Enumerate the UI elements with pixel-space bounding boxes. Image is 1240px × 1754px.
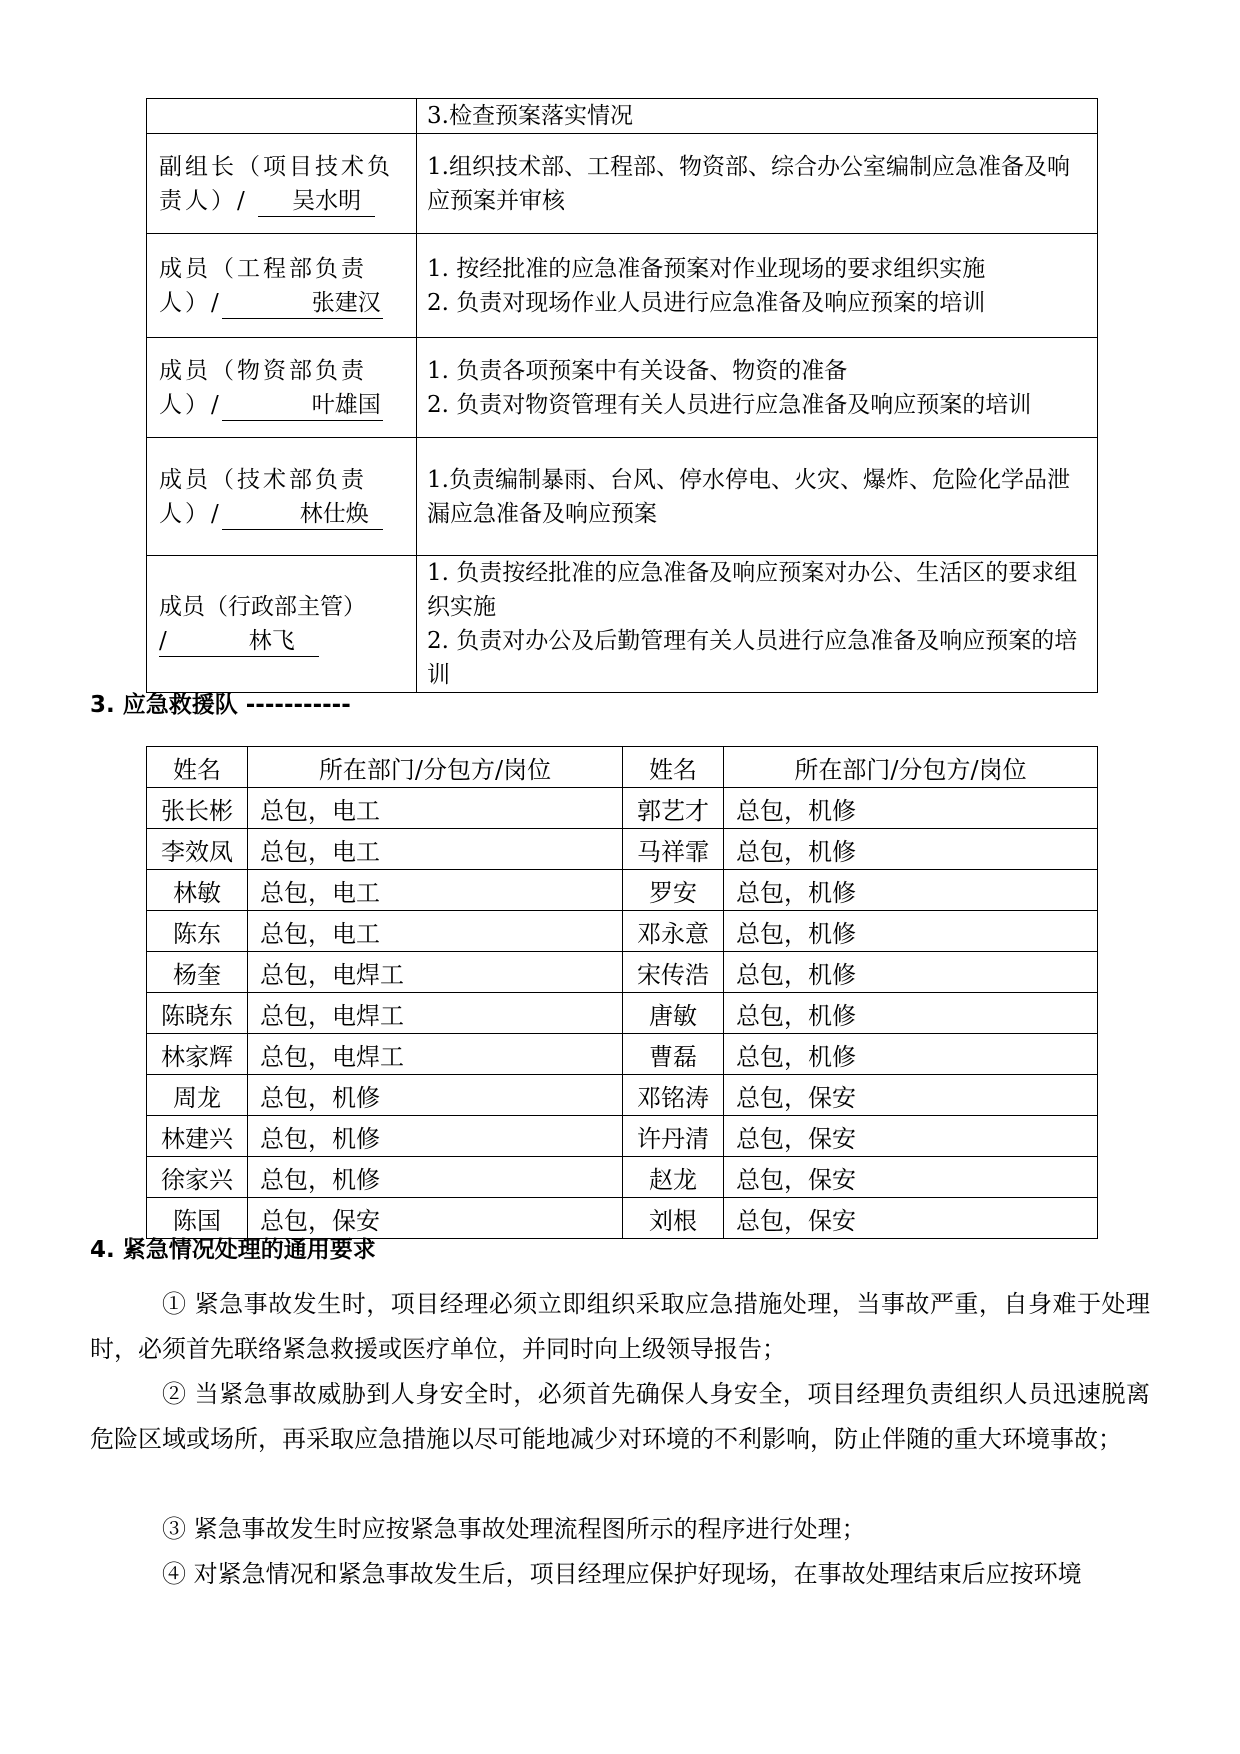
- section-heading: 4. 紧急情况处理的通用要求: [90, 1237, 376, 1263]
- rescue-team-table: [146, 746, 1098, 1239]
- table-row: [147, 438, 1098, 556]
- person-name-text: 林仕焕: [299, 500, 369, 527]
- member-name: 林家辉: [147, 1034, 248, 1075]
- role-cell: [147, 234, 417, 338]
- member-name: 林建兴: [147, 1116, 248, 1157]
- person-name: [222, 390, 383, 421]
- member-dept: 总包，机修: [724, 788, 1098, 829]
- member-name: 张长彬: [147, 788, 248, 829]
- member-dept: 总包，电工: [248, 911, 623, 952]
- member-dept: 总包，保安: [724, 1075, 1098, 1116]
- section-heading: 3. 应急救援队 -----------: [90, 692, 351, 718]
- member-dept: 总包，保安: [248, 1198, 623, 1239]
- member-dept: 总包，机修: [724, 829, 1098, 870]
- role-title: 成员（物资部负责人）/: [159, 357, 367, 418]
- member-dept: 总包，机修: [724, 952, 1098, 993]
- paragraph: ① 紧急事故发生时，项目经理必须立即组织采取应急措施处理，当事故严重，自身难于处理时，必须首先联络紧急救援或医疗单位，并同时向上级领导报告；: [90, 1290, 1150, 1363]
- header-cell: 所在部门/分包方/岗位: [248, 747, 623, 788]
- role-cell: [147, 338, 417, 438]
- table-header-row: [147, 747, 1098, 788]
- duty-line: 2. 负责对现场作业人员进行应急准备及响应预案的培训: [427, 289, 986, 316]
- table-row: [147, 993, 1098, 1034]
- duty-line: 1.负责编制暴雨、台风、停水停电、火灾、爆炸、危险化学品泄漏应急准备及响应预案: [427, 466, 1070, 527]
- table-row: [147, 338, 1098, 438]
- role-cell: [147, 99, 417, 134]
- member-name: 曹磊: [623, 1034, 724, 1075]
- person-name: [159, 626, 319, 657]
- duty-line: 1.组织技术部、工程部、物资部、综合办公室编制应急准备及响应预案并审核: [427, 153, 1070, 214]
- member-name: 林敏: [147, 870, 248, 911]
- member-dept: 总包，电工: [248, 788, 623, 829]
- table-row: [147, 952, 1098, 993]
- table-row: [147, 1157, 1098, 1198]
- table-row: [147, 99, 1098, 134]
- role-title: 成员（技术部负责人）/: [159, 466, 367, 527]
- role-title: 副组长（项目技术负责人）/: [159, 153, 393, 214]
- table-row: [147, 1034, 1098, 1075]
- member-name: 邓铭涛: [623, 1075, 724, 1116]
- duty-cell: [417, 134, 1098, 234]
- member-dept: 总包，电工: [248, 829, 623, 870]
- member-name: 许丹清: [623, 1116, 724, 1157]
- duty-line: 3.检查预案落实情况: [427, 103, 633, 129]
- header-cell: 姓名: [623, 747, 724, 788]
- member-name: 陈东: [147, 911, 248, 952]
- header-cell: 姓名: [147, 747, 248, 788]
- duty-line: 1. 负责各项预案中有关设备、物资的准备: [427, 357, 848, 384]
- table-row: [147, 234, 1098, 338]
- person-name: [222, 499, 383, 530]
- person-name: [258, 186, 375, 217]
- table-row: [147, 1075, 1098, 1116]
- member-dept: 总包，机修: [724, 870, 1098, 911]
- member-name: 马祥霏: [623, 829, 724, 870]
- paragraph: ③ 紧急事故发生时应按紧急事故处理流程图所示的程序进行处理；: [162, 1515, 866, 1543]
- member-name: 周龙: [147, 1075, 248, 1116]
- table-row: [147, 1116, 1098, 1157]
- person-name: [222, 288, 383, 319]
- table-row: [147, 134, 1098, 234]
- member-dept: 总包，电工: [248, 870, 623, 911]
- paragraph: ④ 对紧急情况和紧急事故发生后，项目经理应保护好现场，在事故处理结束后应按环境: [162, 1560, 1082, 1588]
- duty-line: 1. 按经批准的应急准备预案对作业现场的要求组织实施: [427, 255, 986, 282]
- table-row: [147, 788, 1098, 829]
- member-dept: 总包，保安: [724, 1116, 1098, 1157]
- member-name: 杨奎: [147, 952, 248, 993]
- name-prefix: /: [159, 628, 167, 654]
- table-row: [147, 556, 1098, 693]
- duty-cell: [417, 338, 1098, 438]
- duty-cell: [417, 556, 1098, 693]
- duty-cell: [417, 438, 1098, 556]
- person-name-text: 林飞: [248, 628, 295, 654]
- member-name: 陈晓东: [147, 993, 248, 1034]
- member-name: 赵龙: [623, 1157, 724, 1198]
- member-dept: 总包，机修: [724, 1034, 1098, 1075]
- person-name-text: 吴水明: [292, 187, 362, 214]
- member-name: 徐家兴: [147, 1157, 248, 1198]
- paragraph: ② 当紧急事故威胁到人身安全时，必须首先确保人身安全，项目经理负责组织人员迅速脱离危险区域或场所，再采取应急措施以尽可能地减少对环境的不利影响，防止伴随的重大环境事故；: [90, 1380, 1150, 1453]
- duty-line: 1. 负责按经批准的应急准备及响应预案对办公、生活区的要求组织实施: [427, 560, 1078, 620]
- member-dept: 总包，机修: [248, 1157, 623, 1198]
- member-dept: 总包，电焊工: [248, 1034, 623, 1075]
- duty-cell: [417, 99, 1098, 134]
- role-cell: [147, 438, 417, 556]
- role-cell: [147, 134, 417, 234]
- member-dept: 总包，电焊工: [248, 993, 623, 1034]
- role-cell: [147, 556, 417, 693]
- member-dept: 总包，机修: [248, 1075, 623, 1116]
- member-dept: 总包，机修: [724, 993, 1098, 1034]
- team-table-body: [147, 747, 1098, 1239]
- member-name: 郭艺才: [623, 788, 724, 829]
- member-name: 罗安: [623, 870, 724, 911]
- member-name: 陈国: [147, 1198, 248, 1239]
- table-row: [147, 870, 1098, 911]
- member-name: 刘根: [623, 1198, 724, 1239]
- table-row: [147, 911, 1098, 952]
- member-name: 唐敏: [623, 993, 724, 1034]
- member-dept: 总包，保安: [724, 1157, 1098, 1198]
- table-row: [147, 1198, 1098, 1239]
- person-name-text: 叶雄国: [311, 391, 381, 418]
- member-dept: 总包，电焊工: [248, 952, 623, 993]
- member-dept: 总包，保安: [724, 1198, 1098, 1239]
- duty-cell: [417, 234, 1098, 338]
- role-title: 成员（行政部主管）: [159, 594, 366, 620]
- role-title: 成员（工程部负责人）/: [159, 255, 367, 316]
- member-dept: 总包，机修: [724, 911, 1098, 952]
- duty-line: 2. 负责对办公及后勤管理有关人员进行应急准备及响应预案的培训: [427, 628, 1078, 688]
- responsibility-table: [146, 98, 1098, 693]
- member-name: 李效凤: [147, 829, 248, 870]
- member-name: 宋传浩: [623, 952, 724, 993]
- member-dept: 总包，机修: [248, 1116, 623, 1157]
- person-name-text: 张建汉: [311, 289, 381, 316]
- table-row: [147, 829, 1098, 870]
- member-name: 邓永意: [623, 911, 724, 952]
- duty-line: 2. 负责对物资管理有关人员进行应急准备及响应预案的培训: [427, 391, 1032, 418]
- header-cell: 所在部门/分包方/岗位: [724, 747, 1098, 788]
